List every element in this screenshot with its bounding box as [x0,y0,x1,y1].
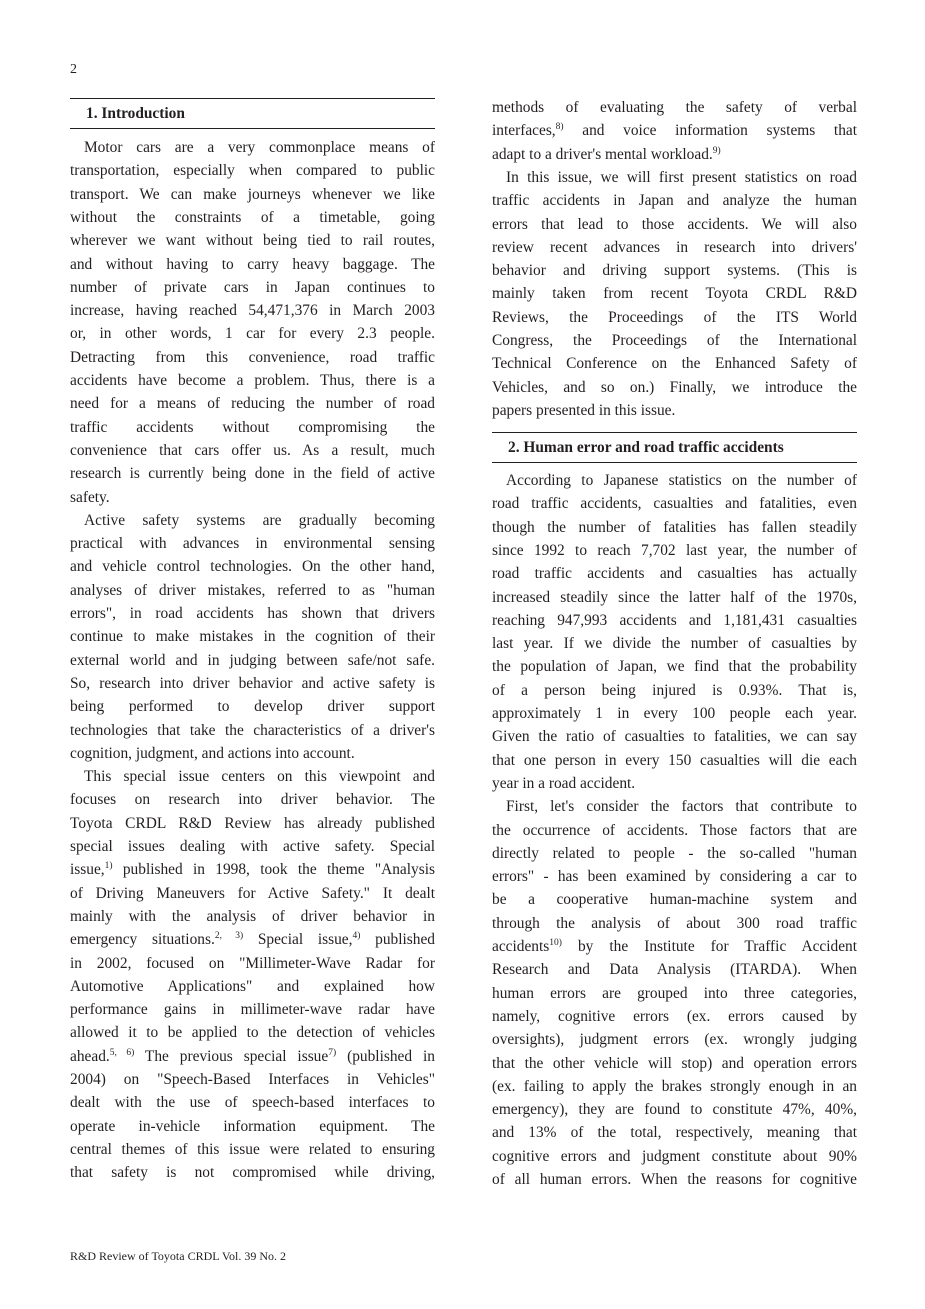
text-segment: research is currently being done in the field of active [70,465,435,483]
text-line [492,632,857,655]
text-line [492,119,857,142]
text-line [492,1145,857,1168]
text-segment: operate in-vehicle information equipment. The [70,1117,435,1135]
text-segment: the population of Japan, we find that the probability [492,658,857,676]
text-segment: road traffic accidents, casualties and fatalities, even [492,495,857,513]
text-segment: transportation, especially when compared to public [70,162,435,180]
text-segment: convenience that cars offer us. As a result, much [70,441,435,459]
text-segment: First, let's consider the factors that contribute to [506,798,857,816]
text-segment: cognition, judgment, and actions into account. [70,744,355,762]
text-segment: though the number of fatalities has fallen steadily [492,518,857,536]
text-segment: and vehicle control technologies. On the other hand, [70,558,435,576]
text-line [492,702,857,725]
text-segment: This special issue centers on this viewpoint and [84,768,435,786]
text-line [70,229,435,252]
text-segment: behavior and driving support systems. (This is [492,262,857,280]
text-segment: traffic accidents without compromising the [70,418,435,436]
text-line [70,788,435,811]
text-segment: special issues dealing with active safety. Special [70,838,435,855]
reference-superscript: 7) [328,1047,337,1058]
journal-footer: R&D Review of Toyota CRDL Vol. 39 No. 2 [70,1249,287,1263]
text-segment: of a person being injured is 0.93%. That is, [492,681,857,699]
text-line [70,183,435,206]
text-line [492,143,857,166]
text-line [492,912,857,935]
text-segment: Congress, the Proceedings of the International [492,332,857,349]
text-segment: last year. If we divide the number of casualties by [492,635,857,653]
text-segment: by the Institute for Traffic Accident [561,938,857,955]
text-segment: Given the ratio of casualties to fatalities, we can say [492,728,857,746]
text-line [492,1028,857,1051]
text-segment: of all human errors. When the reasons for cognitive [492,1171,857,1188]
text-line [70,858,435,881]
text-segment: emergency), they are found to constitute 47%, 40%, [492,1101,857,1119]
text-line [70,346,435,369]
text-segment: transport. We can make journeys whenever we like [70,185,435,203]
reference-superscript: 2, 3) [214,931,244,942]
text-line [492,772,857,795]
text-segment: errors" - has been examined by considering a car to [492,868,857,886]
text-segment: (published in [336,1047,435,1065]
text-line [70,695,435,718]
text-line [70,253,435,276]
text-line [492,609,857,632]
text-segment: and 13% of the total, respectively, meaning that [492,1124,857,1142]
text-segment: allowed it to be applied to the detection of vehicles [70,1024,435,1042]
text-line [70,486,435,509]
text-segment: reaching 947,993 accidents and 1,181,431 casualties [492,611,857,629]
text-line [70,1138,435,1161]
text-segment: road traffic accidents and casualties has actually [492,565,857,583]
text-segment: mainly with the analysis of driver behavior in [70,907,435,925]
text-segment: year in a road accident. [492,774,636,792]
text-segment: So, research into driver behavior and active safety is [70,674,435,692]
text-line [492,795,857,818]
text-segment: practical with advances in environmental sensing [70,535,435,553]
text-line [492,562,857,585]
left-column [70,0,435,1309]
text-segment: The previous special issue [134,1047,329,1065]
text-line [492,819,857,842]
text-line [492,1121,857,1144]
text-line [492,329,857,352]
text-line [492,1052,857,1075]
reference-superscript: 5, 6) [109,1047,135,1058]
text-segment: in 2002, focused on "Millimeter-Wave Radar for [70,954,435,972]
text-line [492,376,857,399]
text-segment: Technical Conference on the Enhanced Safety of [492,355,857,373]
text-line [70,625,435,648]
text-line [492,469,857,492]
section-heading-human-error: 2. Human error and road traffic accidents [492,432,857,463]
text-line [70,462,435,485]
text-line [70,1045,435,1068]
text-line [492,655,857,678]
text-line [70,509,435,532]
text-segment: namely, cognitive errors (ex. errors caused by [492,1007,857,1025]
text-segment: interfaces, [492,122,556,140]
text-line [492,935,857,958]
text-segment: that the other vehicle will stop) and operation errors [492,1054,857,1072]
text-line [70,1068,435,1091]
text-segment: Research and Data Analysis (ITARDA). When [492,961,857,979]
text-segment: errors that lead to those accidents. We will also [492,215,857,233]
text-line [70,392,435,415]
text-segment: directly related to people - the so-called "human [492,844,857,862]
page-number: 2 [70,62,77,77]
text-line [70,975,435,998]
text-line [70,672,435,695]
text-segment: analyses of driver mistakes, referred to as "human [70,581,435,599]
text-line [70,532,435,555]
text-segment: papers presented in this issue. [492,401,676,419]
text-segment: Toyota CRDL R&D Review has already published [70,814,435,832]
text-segment: Special issue, [243,931,353,949]
text-line [70,276,435,299]
text-segment: According to Japanese statistics on the number of [506,472,857,489]
text-segment: errors", in road accidents has shown that drivers [70,605,435,622]
reference-superscript: 4) [352,931,361,942]
text-line [492,1075,857,1098]
text-line [70,322,435,345]
text-line [70,649,435,672]
text-segment: the occurrence of accidents. Those factors that are [492,821,857,839]
text-segment: performance gains in millimeter-wave radar have [70,1001,435,1019]
text-segment: (ex. failing to apply the brakes strongly enough in an [492,1077,857,1095]
text-line [492,982,857,1005]
text-segment: or, in other words, 1 car for every 2.3 people. [70,325,435,343]
text-segment: mainly taken from recent Toyota CRDL R&D [492,285,857,303]
text-segment: issue, [70,861,105,879]
text-line [70,416,435,439]
reference-superscript: 8) [555,122,564,133]
text-segment: since 1992 to reach 7,702 last year, the number of [492,541,857,559]
reference-superscript: 10) [549,938,562,948]
text-line [492,842,857,865]
text-segment: focuses on research into driver behavior. The [70,791,435,809]
text-segment: adapt to a driver's mental workload. [492,145,713,163]
text-line [70,882,435,905]
text-line [70,812,435,835]
text-line [70,905,435,928]
text-line [70,1021,435,1044]
text-segment: Motor cars are a very commonplace means of [84,139,435,156]
text-line [492,166,857,189]
text-segment: through the analysis of about 300 road traffic [492,914,857,932]
text-line [492,725,857,748]
text-line [70,1161,435,1184]
text-segment: dealt with the use of speech-based interfaces to [70,1094,435,1112]
text-segment: Vehicles, and so on.) Finally, we introduce the [492,378,857,396]
text-segment: published [360,931,435,949]
text-line [70,159,435,182]
text-line [492,352,857,375]
text-line [492,539,857,562]
text-line [70,136,435,159]
text-segment: continue to make mistakes in the cognition of their [70,628,435,646]
text-segment: approximately 1 in every 100 people each year. [492,705,857,722]
text-line [492,749,857,772]
text-line [70,928,435,951]
text-line [492,213,857,236]
reference-superscript: 1) [104,861,113,872]
text-segment: methods of evaluating the safety of verbal [492,99,857,116]
text-line [492,516,857,539]
text-segment: without the constraints of a timetable, going [70,208,435,226]
section-heading-introduction: 1. Introduction [70,98,435,129]
text-segment: increase, having reached 54,471,376 in March 2003 [70,302,435,320]
text-segment: external world and in judging between safe/not safe. [70,651,435,669]
text-segment: being performed to develop driver support [70,698,435,716]
text-line [492,1098,857,1121]
text-line [492,1168,857,1191]
text-segment: increased steadily since the latter half of the 1970s, [492,588,857,606]
text-line [492,306,857,329]
text-segment: Reviews, the Proceedings of the ITS World [492,308,857,326]
text-line [70,765,435,788]
text-segment: emergency situations. [70,931,215,949]
text-segment: accidents [492,938,550,955]
text-line [70,602,435,625]
text-line [492,1005,857,1028]
text-segment: Active safety systems are gradually becoming [84,511,435,529]
text-line [70,998,435,1021]
text-segment: be a cooperative human-machine system and [492,891,857,909]
text-line [492,259,857,282]
text-line [492,679,857,702]
reference-superscript: 9) [712,145,721,156]
text-line [492,399,857,422]
text-segment: of Driving Maneuvers for Active Safety." It dealt [70,884,435,902]
text-segment: traffic accidents in Japan and analyze the human [492,192,857,210]
text-segment: oversights), judgment errors (ex. wrongly judging [492,1031,857,1049]
text-line [492,96,857,119]
text-segment: accidents have become a problem. Thus, there is a [70,372,435,389]
text-line [492,958,857,981]
text-line [70,835,435,858]
text-line [70,299,435,322]
text-line [70,1115,435,1138]
text-segment: cognitive errors and judgment constitute about 90% [492,1147,857,1165]
text-line [70,742,435,765]
text-segment: and voice information systems that [563,122,857,140]
text-segment: number of private cars in Japan continues to [70,278,435,296]
text-line [70,555,435,578]
text-line [492,236,857,259]
text-line [70,579,435,602]
text-segment: wherever we want without being tied to rail routes, [70,232,435,250]
text-segment: review recent advances in research into drivers' [492,238,857,256]
text-segment: that safety is not compromised while driving, [70,1164,435,1182]
text-segment: central themes of this issue were related to ensuring [70,1140,435,1158]
text-segment: Automotive Applications" and explained how [70,977,435,995]
text-segment: published in 1998, took the theme "Analysis [112,861,435,879]
text-line [70,952,435,975]
text-line [492,586,857,609]
text-line [70,439,435,462]
text-segment: In this issue, we will first present statistics on road [506,168,857,186]
text-segment: ahead. [70,1047,110,1065]
text-line [492,865,857,888]
text-segment: and without having to carry heavy baggage. The [70,255,435,273]
text-segment: technologies that take the characteristics of a driver's [70,721,435,739]
text-line [492,282,857,305]
text-line [70,1091,435,1114]
text-line [492,888,857,911]
text-segment: 2004) on "Speech-Based Interfaces in Vehicles" [70,1071,435,1088]
text-segment: safety. [70,488,110,506]
text-segment: that one person in every 150 casualties will die each [492,751,857,769]
text-line [70,369,435,392]
text-segment: Detracting from this convenience, road traffic [70,348,435,366]
text-line [492,492,857,515]
text-line [70,206,435,229]
right-column [492,0,857,1309]
text-line [70,719,435,742]
text-segment: need for a means of reducing the number of road [70,395,435,413]
text-line [492,189,857,212]
text-segment: human errors are grouped into three categories, [492,984,857,1002]
